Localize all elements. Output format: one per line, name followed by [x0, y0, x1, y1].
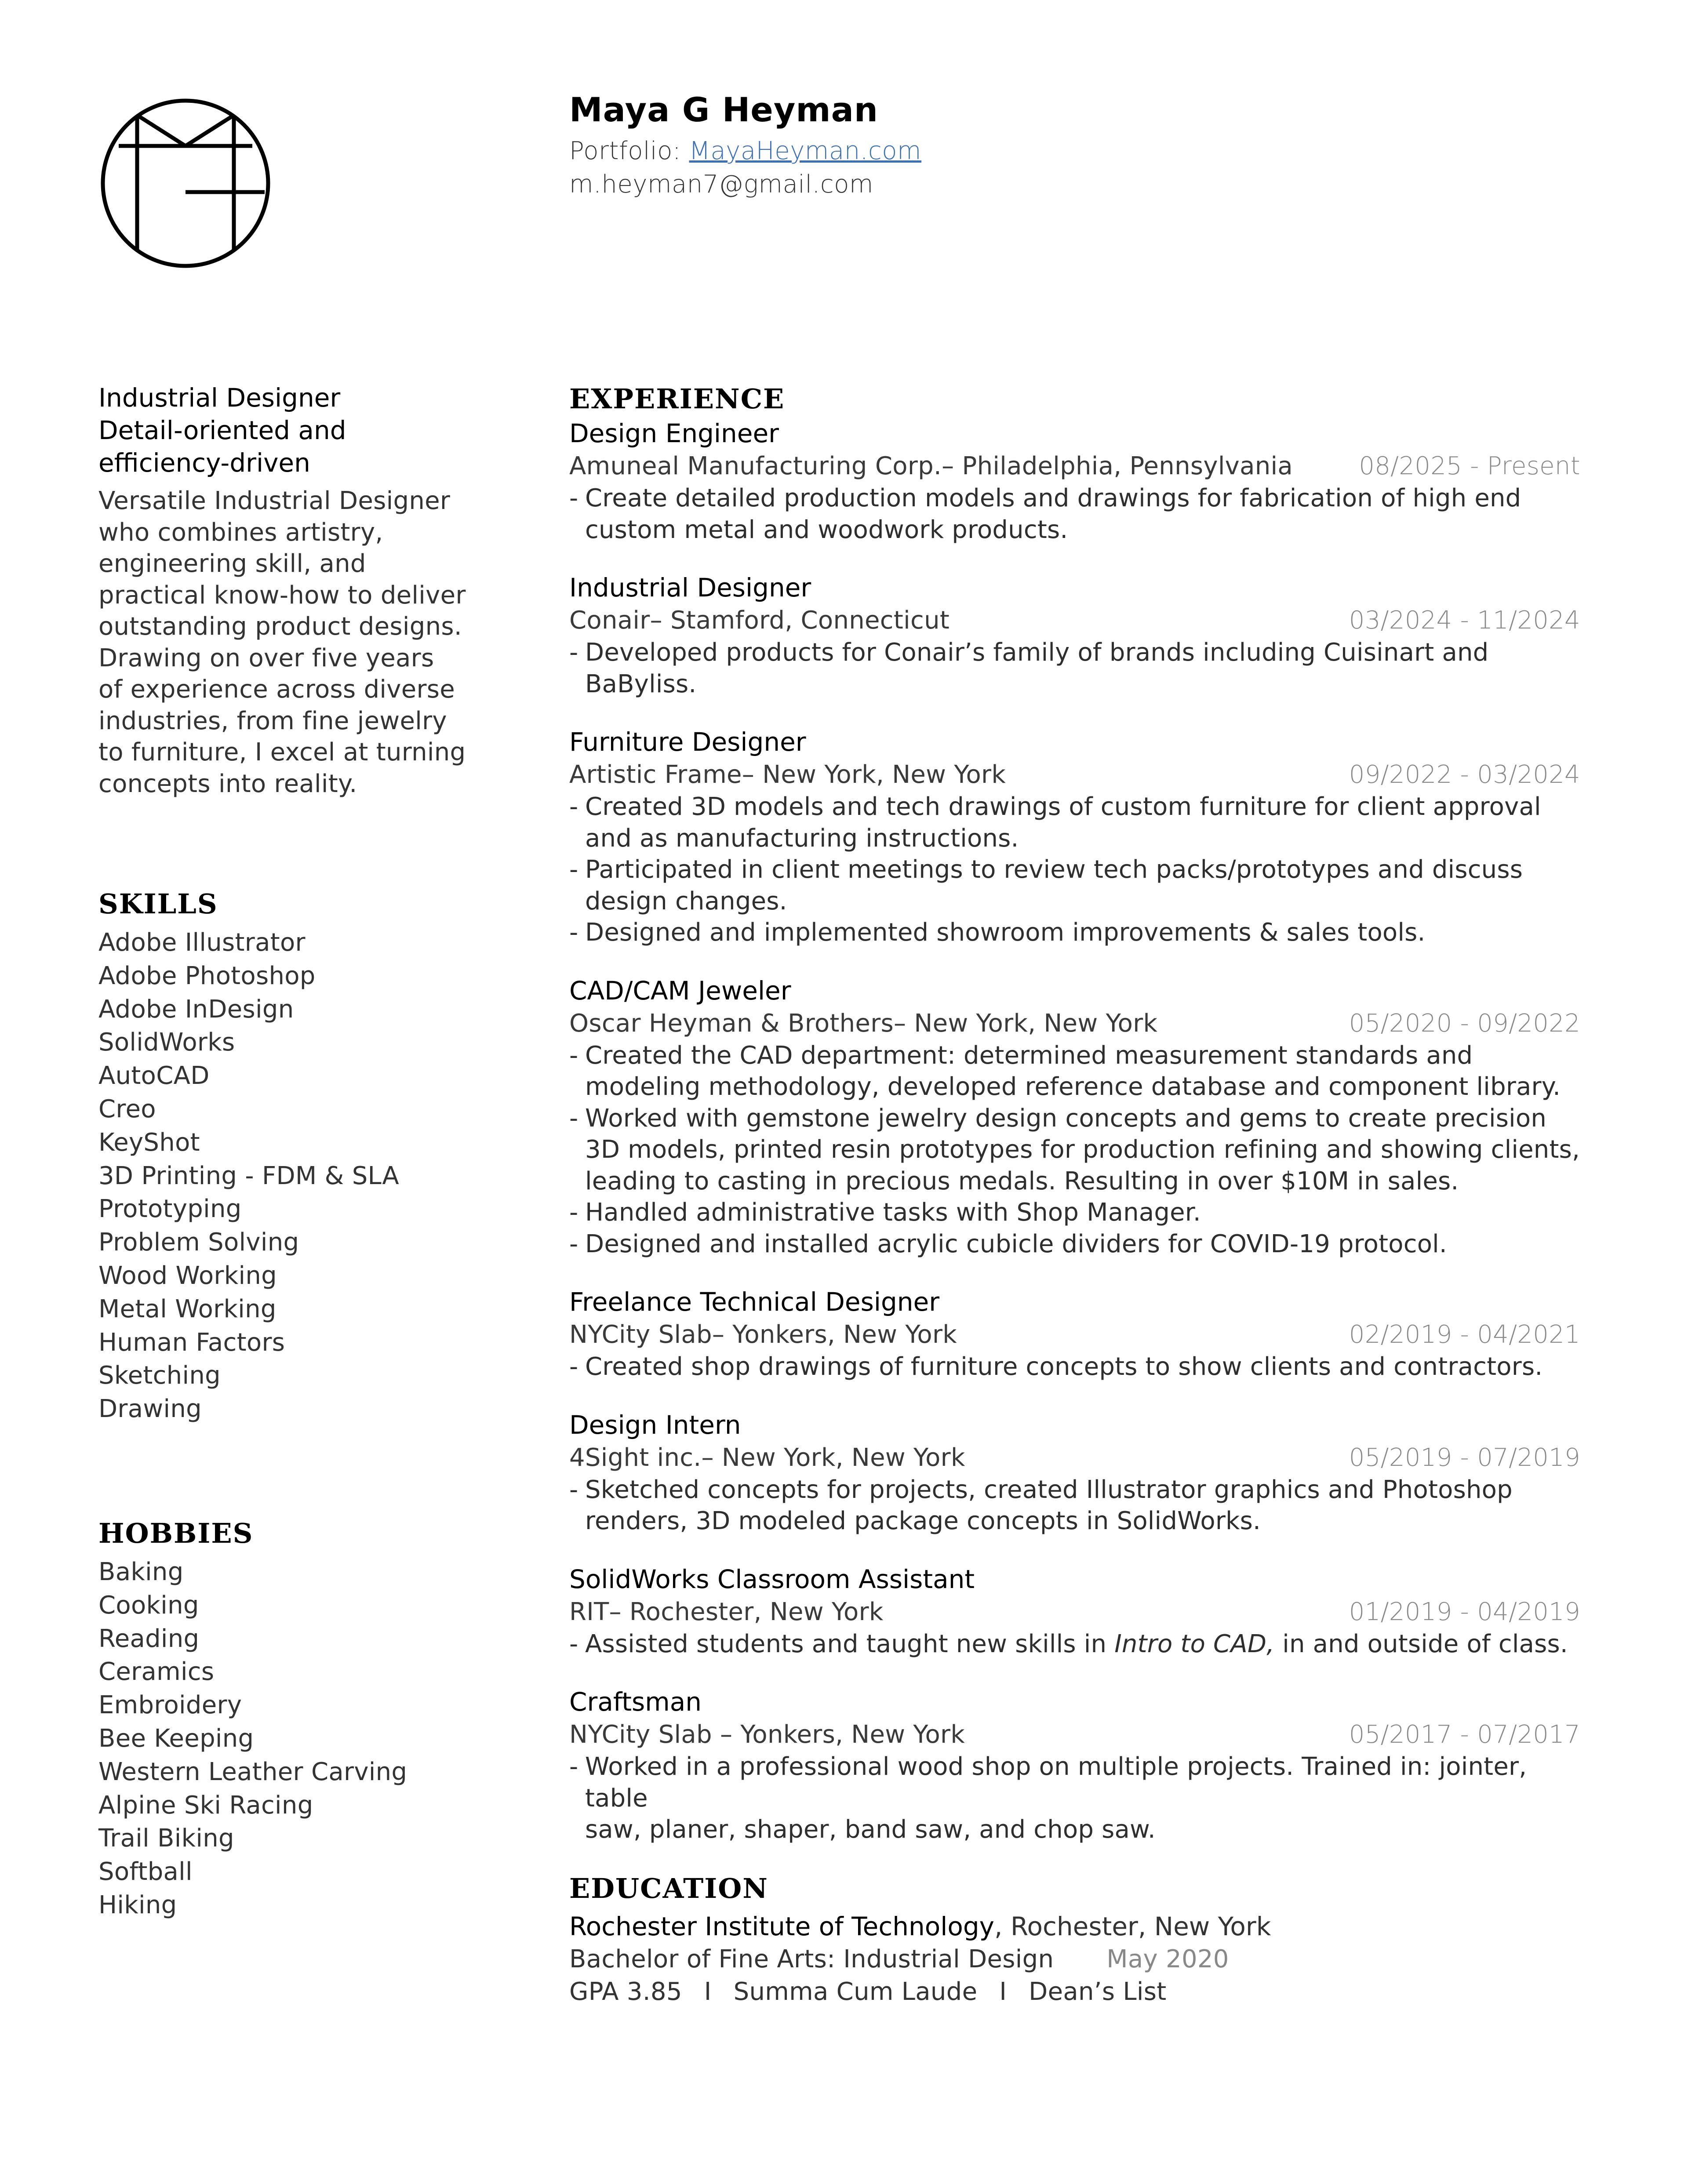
school-name: Rochester Institute of Technology: [569, 1911, 994, 1941]
job-list: [569, 417, 1580, 1846]
education-section: [569, 1871, 1580, 2008]
summary-line: Drawing on over five years: [98, 643, 434, 672]
experience-heading: EXPERIENCE: [569, 383, 785, 415]
graduation-date: May 2020: [1106, 1944, 1229, 1973]
list-item: Softball: [98, 1857, 193, 1886]
job-dates: 01/2019 - 04/2019: [1349, 1597, 1580, 1626]
job-title: Furniture Designer: [569, 727, 806, 757]
list-item: Adobe Photoshop: [98, 961, 316, 990]
job-company: 4Sight inc.– New York, New York: [569, 1443, 965, 1472]
job-bullets: [569, 791, 1580, 948]
bullet-line: - Participated in client meetings to review tech packs/prototypes and discuss: [585, 855, 1523, 884]
bullet-line: saw, planer, shaper, band saw, and chop saw.: [585, 1815, 1156, 1844]
list-item: Embroidery: [98, 1691, 242, 1720]
list-item: Alpine Ski Racing: [98, 1791, 313, 1820]
job-entry: [569, 1285, 1580, 1383]
degree: Bachelor of Fine Arts: Industrial Design: [569, 1944, 1054, 1973]
job-title: CAD/CAM Jeweler: [569, 975, 791, 1006]
summary-line: to furniture, I excel at turning: [98, 738, 466, 767]
list-item: SolidWorks: [98, 1028, 235, 1057]
job-title: Industrial Designer: [569, 573, 811, 603]
email-address[interactable]: m.heyman7@gmail.com: [569, 170, 873, 199]
monogram-logo: [98, 98, 273, 269]
education-school-line: [569, 1910, 1580, 1943]
skills-heading: SKILLS: [98, 888, 218, 920]
summary-line: outstanding product designs.: [98, 612, 462, 641]
hobbies-section: [98, 1517, 407, 1922]
job-dates: 09/2022 - 03/2024: [1349, 760, 1580, 789]
job-entry: [569, 1685, 1580, 1846]
job-dates: 05/2020 - 09/2022: [1349, 1009, 1580, 1038]
job-meta: [569, 1442, 1580, 1474]
skills-list: [98, 926, 399, 1426]
job-meta: [569, 450, 1580, 483]
job-meta: [569, 759, 1580, 791]
separator: I: [999, 1977, 1007, 2006]
list-item: Cooking: [98, 1591, 199, 1620]
job-bullets: [569, 1628, 1580, 1660]
job-bullet: [569, 854, 1580, 917]
bullet-line: custom metal and woodwork products.: [585, 515, 1068, 544]
job-entry: [569, 1408, 1580, 1537]
job-entry: [569, 417, 1580, 545]
bullet-line: - Designed and implemented showroom improvements & sales tools.: [585, 918, 1426, 947]
school-location: , Rochester, New York: [994, 1911, 1271, 1941]
list-item: Drawing: [98, 1395, 202, 1424]
skills-section: [98, 888, 399, 1426]
job-bullet: [569, 1474, 1580, 1537]
job-company: Artistic Frame– New York, New York: [569, 760, 1006, 789]
list-item: Problem Solving: [98, 1228, 299, 1257]
job-bullet: [569, 483, 1580, 545]
job-bullets: [569, 1351, 1580, 1383]
bullet-line: 3D models, printed resin prototypes for production refining and showing clients,: [585, 1135, 1580, 1164]
job-company: Conair– Stamford, Connecticut: [569, 606, 950, 635]
person-name: Maya G Heyman: [569, 90, 878, 129]
job-meta: [569, 1007, 1580, 1040]
list-item: Bee Keeping: [98, 1724, 254, 1753]
bullet-line: - Worked with gemstone jewelry design concepts and gems to create precision: [585, 1104, 1547, 1133]
job-entry: [569, 1563, 1580, 1660]
job-entry: [569, 974, 1580, 1260]
bullet-line: - Created shop drawings of furniture concepts to show clients and contractors.: [585, 1352, 1543, 1381]
summary-line: industries, from fine jewelry: [98, 706, 447, 735]
job-entry: [569, 571, 1580, 700]
tagline-line: efficiency-driven: [98, 448, 310, 478]
honor: Dean’s List: [1029, 1977, 1167, 2006]
job-bullets: [569, 637, 1580, 700]
job-title: SolidWorks Classroom Assistant: [569, 1564, 975, 1594]
job-dates: 03/2024 - 11/2024: [1349, 606, 1580, 635]
job-bullet: [569, 1197, 1580, 1228]
course-name: Intro to CAD,: [1114, 1629, 1275, 1658]
job-bullet: [569, 1228, 1580, 1260]
list-item: Hiking: [98, 1890, 177, 1919]
list-item: AutoCAD: [98, 1061, 210, 1090]
job-title: Design Intern: [569, 1410, 741, 1440]
job-meta: [569, 1719, 1580, 1751]
hobbies-heading: HOBBIES: [98, 1517, 254, 1549]
job-meta: [569, 604, 1580, 637]
job-bullets: [569, 1474, 1580, 1537]
tagline: [98, 382, 477, 479]
tagline-line: Industrial Designer: [98, 383, 341, 413]
job-meta: [569, 1596, 1580, 1628]
summary-line: concepts into reality.: [98, 769, 357, 798]
honor: Summa Cum Laude: [733, 1977, 978, 2006]
job-dates: 02/2019 - 04/2021: [1349, 1320, 1580, 1349]
list-item: Metal Working: [98, 1294, 276, 1323]
job-bullet: [569, 1040, 1580, 1103]
job-meta: [569, 1319, 1580, 1351]
honors-line: [569, 1976, 1580, 2008]
list-item: Wood Working: [98, 1261, 277, 1290]
list-item: Western Leather Carving: [98, 1757, 407, 1786]
summary-line: Versatile Industrial Designer: [98, 487, 451, 515]
job-company: RIT– Rochester, New York: [569, 1597, 884, 1626]
summary-line: who combines artistry,: [98, 518, 383, 547]
portfolio-line: [569, 134, 921, 168]
job-bullet: [569, 791, 1580, 854]
job-company: NYCity Slab– Yonkers, New York: [569, 1320, 957, 1349]
list-item: Adobe Illustrator: [98, 928, 306, 957]
bullet-line: renders, 3D modeled package concepts in SolidWorks.: [585, 1507, 1261, 1535]
list-item: Sketching: [98, 1361, 221, 1390]
tagline-line: Detail-oriented and: [98, 415, 346, 445]
bullet-line: - Worked in a professional wood shop on multiple projects. Trained in: jointer, table: [585, 1752, 1527, 1813]
list-item: KeyShot: [98, 1128, 200, 1157]
job-bullets: [569, 483, 1580, 545]
list-item: Adobe InDesign: [98, 995, 294, 1024]
bullet-line: - Handled administrative tasks with Shop Manager.: [585, 1198, 1201, 1227]
bullet-line: design changes.: [585, 887, 787, 916]
bullet-line: - Create detailed production models and drawings for fabrication of high end: [585, 484, 1521, 512]
profile-summary: [98, 485, 477, 799]
list-item: Prototyping: [98, 1195, 242, 1224]
education-heading: EDUCATION: [569, 1872, 768, 1904]
bullet-line: - Sketched concepts for projects, created Illustrator graphics and Photoshop: [585, 1475, 1513, 1504]
portfolio-label: Portfolio:: [569, 137, 689, 165]
experience-section: [569, 382, 1580, 2008]
job-dates: 08/2025 - Present: [1359, 452, 1580, 480]
job-bullet: [569, 917, 1580, 948]
resume-header: [569, 90, 921, 201]
portfolio-link[interactable]: MayaHeyman.com: [689, 137, 922, 165]
job-bullet: [569, 1628, 1580, 1660]
list-item: Baking: [98, 1558, 184, 1586]
monogram-logo-graphic: [98, 98, 273, 269]
bullet-line: and as manufacturing instructions.: [585, 824, 1019, 853]
job-dates: 05/2017 - 07/2017: [1349, 1720, 1580, 1749]
gpa: GPA 3.85: [569, 1977, 682, 2006]
bullet-line: modeling methodology, developed reference database and component library.: [585, 1072, 1561, 1101]
list-item: Human Factors: [98, 1328, 285, 1357]
bullet-line: leading to casting in precious medals. Resulting in over $10M in sales.: [585, 1166, 1459, 1196]
list-item: Creo: [98, 1094, 156, 1123]
job-title: Craftsman: [569, 1687, 702, 1717]
job-entry: [569, 725, 1580, 948]
bullet-text: in and outside of class.: [1274, 1629, 1568, 1658]
degree-line: [569, 1943, 1580, 1976]
summary-line: of experience across diverse: [98, 675, 455, 704]
job-company: NYCity Slab – Yonkers, New York: [569, 1720, 965, 1749]
bullet-line: - Created the CAD department: determined measurement standards and: [585, 1041, 1473, 1070]
job-bullet: [569, 1103, 1580, 1197]
job-bullets: [569, 1040, 1580, 1260]
job-title: Design Engineer: [569, 418, 779, 448]
job-company: Amuneal Manufacturing Corp.– Philadelphia, Pennsylvania: [569, 452, 1293, 480]
list-item: Trail Biking: [98, 1824, 234, 1853]
job-bullet: [569, 1751, 1580, 1846]
job-bullet: [569, 637, 1580, 700]
summary-line: engineering skill, and: [98, 549, 366, 578]
bullet-line: - Designed and installed acrylic cubicle dividers for COVID-19 protocol.: [585, 1229, 1447, 1258]
job-dates: 05/2019 - 07/2019: [1349, 1443, 1580, 1472]
job-title: Freelance Technical Designer: [569, 1287, 940, 1317]
job-bullets: [569, 1751, 1580, 1846]
job-company: Oscar Heyman & Brothers– New York, New York: [569, 1009, 1158, 1038]
bullet-line: - Developed products for Conair’s family of brands including Cuisinart and BaByliss.: [585, 638, 1489, 698]
profile-section: [98, 382, 477, 799]
hobbies-list: [98, 1555, 407, 1922]
summary-line: practical know-how to deliver: [98, 581, 466, 610]
bullet-line: - Created 3D models and tech drawings of custom furniture for client approval: [585, 792, 1541, 821]
bullet-text: Assisted students and taught new skills in: [585, 1629, 1115, 1658]
list-item: Ceramics: [98, 1657, 215, 1686]
job-bullet: [569, 1351, 1580, 1383]
separator: I: [704, 1977, 712, 2006]
list-item: 3D Printing - FDM & SLA: [98, 1161, 399, 1190]
list-item: Reading: [98, 1624, 200, 1653]
